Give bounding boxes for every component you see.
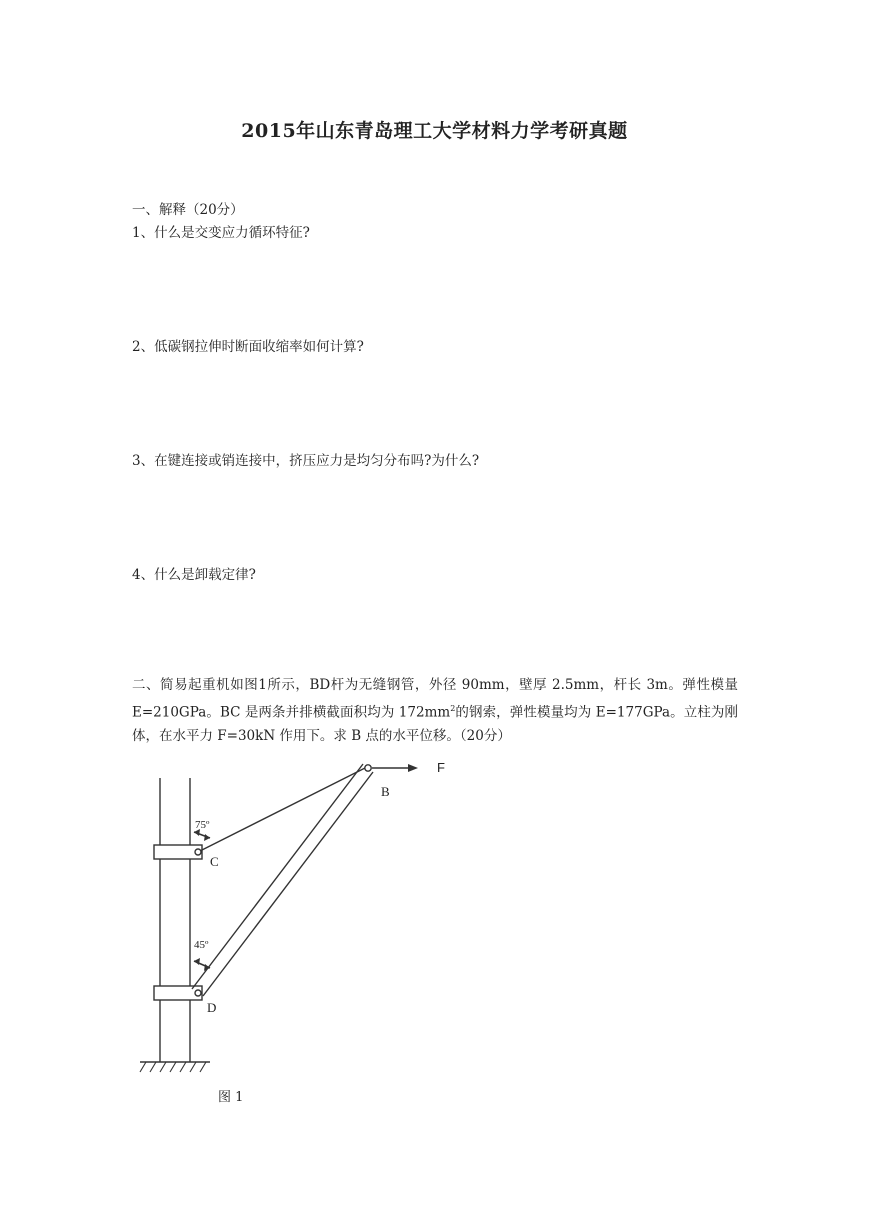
angle-45-label: 45º	[194, 939, 209, 951]
force-arrow-head	[408, 764, 418, 772]
question-3: 3、在键连接或销连接中，挤压应力是均匀分布吗?为什么?	[132, 453, 480, 469]
problem-text-part1: 二、简易起重机如图1所示，BD杆为无缝钢管，外径 90mm，壁厚 2.5mm，杆长 3m。弹性模量 E=210GPa。BC 是两条并排横截面积均为 172mm	[132, 677, 738, 721]
angle-arrowhead-75b	[204, 834, 210, 841]
label-b: B	[381, 784, 390, 799]
strut-bd-edge-1	[192, 764, 363, 989]
angle-75-label: 75º	[195, 819, 210, 831]
question-1: 1、什么是交变应力循环特征?	[132, 225, 310, 241]
page-title: 2015年山东青岛理工大学材料力学考研真题	[241, 120, 628, 142]
pin-c	[195, 849, 201, 855]
label-f: F	[437, 760, 445, 775]
angle-arrowhead-45a	[194, 958, 200, 965]
area-unit-superscript: 2	[450, 704, 456, 713]
cable-bc	[198, 767, 367, 852]
problem-text-part2: 的钢索，弹性模量均为 E=177GPa。立柱为刚体，在水平力 F=30kN 作用下。求 B 点的水平位移。（20分）	[132, 704, 738, 744]
question-4: 4、什么是卸载定律?	[132, 567, 256, 583]
question-2: 2、低碳钢拉伸时断面收缩率如何计算?	[132, 339, 364, 355]
figure-caption: 图 1	[218, 1090, 244, 1105]
strut-bd-edge-2	[203, 772, 373, 996]
pin-b	[365, 765, 371, 771]
section1-heading: 一、解释（20分）	[132, 202, 244, 218]
ground-hatching	[140, 1062, 206, 1072]
label-c: C	[210, 854, 219, 869]
pin-d	[195, 990, 201, 996]
label-d: D	[207, 1000, 217, 1015]
